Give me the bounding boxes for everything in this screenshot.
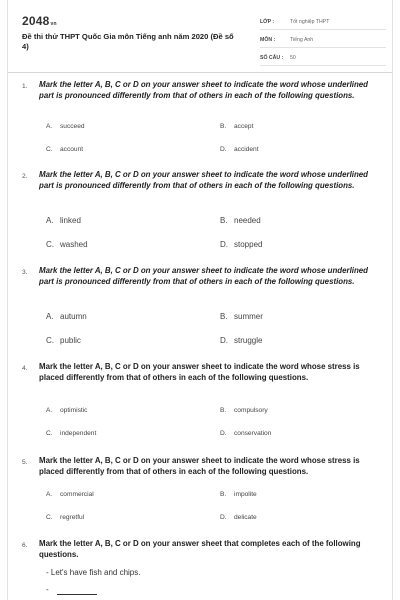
option-b[interactable]: B. summer [220, 312, 263, 321]
question-number: 4. [22, 365, 28, 372]
option-b[interactable]: B. needed [220, 216, 261, 225]
meta-row-subject [260, 30, 386, 48]
question-text: Mark the letter A, B, C or D on your answer sheet to indicate the word whose underlined part is pronounced differently from that of others in each of the following questions. [39, 80, 368, 100]
question-number: 5. [22, 459, 28, 466]
question-text: Mark the letter A, B, C or D on your answer sheet to indicate the word whose stress is placed differently from that of others in each of the following questions. [39, 362, 360, 382]
option-d[interactable]: D. delicate [220, 514, 257, 521]
site-logo[interactable] [22, 14, 57, 28]
meta-key: MÔN : [260, 37, 276, 43]
logo-suffix: vn [50, 21, 57, 27]
meta-value: 50 [290, 55, 296, 61]
option-c[interactable]: C. account [46, 146, 84, 153]
option-b[interactable]: B. impolite [220, 491, 257, 498]
option-c[interactable]: C. independent [46, 430, 97, 437]
question-text: Mark the letter A, B, C or D on your answer sheet that completes each of the following questions. [39, 539, 361, 559]
meta-key: LỚP : [260, 19, 275, 25]
question-number: 6. [22, 542, 28, 549]
meta-row-class [260, 12, 386, 30]
option-d[interactable]: D. stopped [220, 240, 263, 249]
option-a[interactable]: A. succeed [46, 123, 85, 130]
meta-row-count [260, 48, 386, 66]
option-a[interactable]: A. autumn [46, 312, 87, 321]
option-d[interactable]: D. accident [220, 146, 259, 153]
logo-text: 2048 [22, 14, 50, 28]
option-d[interactable]: D. struggle [220, 336, 263, 345]
option-b[interactable]: B. accept [220, 123, 254, 130]
question-number: 2. [22, 173, 28, 180]
question-text: Mark the letter A, B, C or D on your answer sheet to indicate the word whose underlined part is pronounced differently from that of others in each of the following questions. [39, 266, 368, 286]
option-c[interactable]: C. public [46, 336, 81, 345]
meta-value: Tốt nghiệp THPT [290, 19, 330, 25]
option-b[interactable]: B. compulsory [220, 407, 268, 414]
option-c[interactable]: C. regretful [46, 514, 85, 521]
blank-line [57, 585, 97, 595]
option-a[interactable]: A. linked [46, 216, 81, 225]
option-d[interactable]: D. conservation [220, 430, 272, 437]
meta-key: SỐ CÂU : [260, 55, 284, 61]
exam-title: Đề thi thử THPT Quốc Gia môn Tiếng anh năm 2020 (Đề số 4) [22, 32, 234, 51]
exam-meta [260, 12, 386, 66]
meta-value: Tiếng Anh [290, 37, 314, 43]
exam-header [8, 0, 392, 73]
answer-blank[interactable]: - [46, 585, 97, 595]
question-text: Mark the letter A, B, C or D on your answer sheet to indicate the word whose underlined part is pronounced differently from that of others in each of the following questions. [39, 170, 368, 190]
dialogue-line: - Let's have fish and chips. [46, 568, 141, 577]
option-a[interactable]: A. commercial [46, 491, 94, 498]
exam-page [7, 0, 393, 600]
question-number: 1. [22, 83, 28, 90]
option-c[interactable]: C. washed [46, 240, 88, 249]
option-a[interactable]: A. optimistic [46, 407, 88, 414]
question-number: 3. [22, 269, 28, 276]
question-text: Mark the letter A, B, C or D on your answer sheet to indicate the word whose stress is placed differently from that of others in each of the following questions. [39, 456, 360, 476]
